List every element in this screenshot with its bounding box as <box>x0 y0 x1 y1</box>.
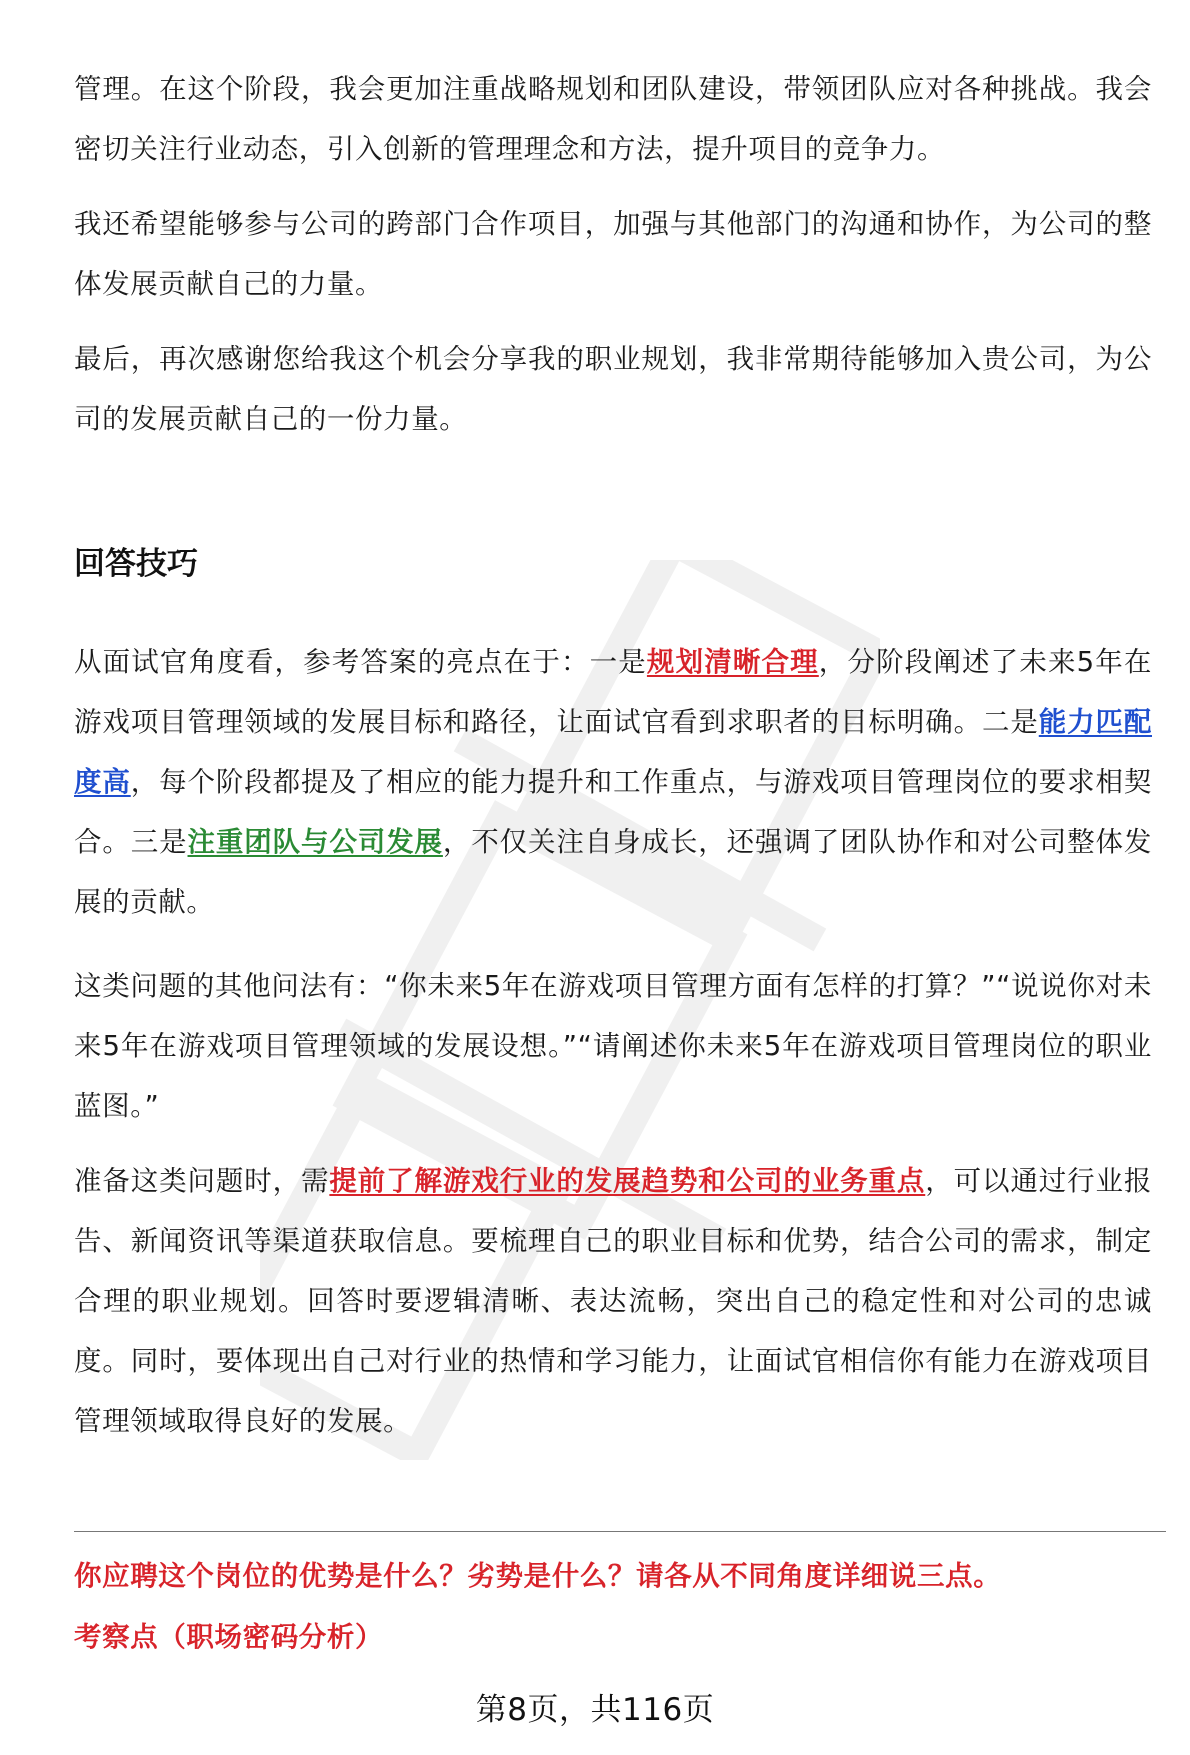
tips-text-1: 从面试官角度看，参考答案的亮点在于：一是 <box>74 646 647 678</box>
highlight-ability-match: 能力匹配度高 <box>74 706 1152 798</box>
prepare-text-2: ，可以通过行业报告、新闻资讯等渠道获取信息。要梳理自己的职业目标和优势，结合公司的需求，制定合理的职业规划。回答时要逻辑清晰、表达流畅，突出自己的稳定性和对公司的忠诚度。同时，要体现出自己对行业的热情和学习能力，让面试官相信你有能力在游戏项目管理领域取得良好的发展。 <box>74 1165 1152 1437</box>
paragraph-closing-thanks: 最后，再次感谢您给我这个机会分享我的职业规划，我非常期待能够加入贵公司，为公司的发展贡献自己的一份力量。 <box>74 343 1152 435</box>
paragraph-preparation <box>74 1151 1152 1451</box>
prepare-text-1: 准备这类问题时，需 <box>74 1165 330 1197</box>
highlight-team-company-development: 注重团队与公司发展 <box>187 826 443 858</box>
paragraph-interviewer-perspective <box>74 632 1152 932</box>
section-heading-answer-tips: 回答技巧 <box>74 546 198 582</box>
highlight-clear-plan: 规划清晰合理 <box>646 646 819 678</box>
paragraph-management-stage: 管理。在这个阶段，我会更加注重战略规划和团队建设，带领团队应对各种挑战。我会密切关注行业动态，引入创新的管理理念和方法，提升项目的竞争力。 <box>74 73 1152 165</box>
paragraph-cross-department: 我还希望能够参与公司的跨部门合作项目，加强与其他部门的沟通和协作，为公司的整体发展贡献自己的力量。 <box>74 208 1152 300</box>
paragraph-other-questions: 这类问题的其他问法有：“你未来5年在游戏项目管理方面有怎样的打算？”“说说你对未来5年在游戏项目管理领域的发展设想。”“请阐述你未来5年在游戏项目管理岗位的职业蓝图。” <box>74 970 1152 1122</box>
next-question-title: 你应聘这个岗位的优势是什么？劣势是什么？请各从不同角度详细说三点。 <box>74 1560 1002 1592</box>
highlight-industry-trends: 提前了解游戏行业的发展趋势和公司的业务重点 <box>329 1165 926 1197</box>
page-number-footer: 第8页，共116页 <box>475 1692 715 1728</box>
section-divider <box>74 1531 1166 1532</box>
tips-text-3: ，每个阶段都提及了相应的能力提升和工作重点，与游戏项目管理岗位的要求相契合。三是 <box>74 766 1152 858</box>
exam-point-label: 考察点（职场密码分析） <box>74 1621 384 1653</box>
tips-text-4: ，不仅关注自身成长，还强调了团队协作和对公司整体发展的贡献。 <box>74 826 1153 918</box>
tips-text-2: ，分阶段阐述了未来5年在游戏项目管理领域的发展目标和路径，让面试官看到求职者的目标明确。二是 <box>74 646 1152 738</box>
